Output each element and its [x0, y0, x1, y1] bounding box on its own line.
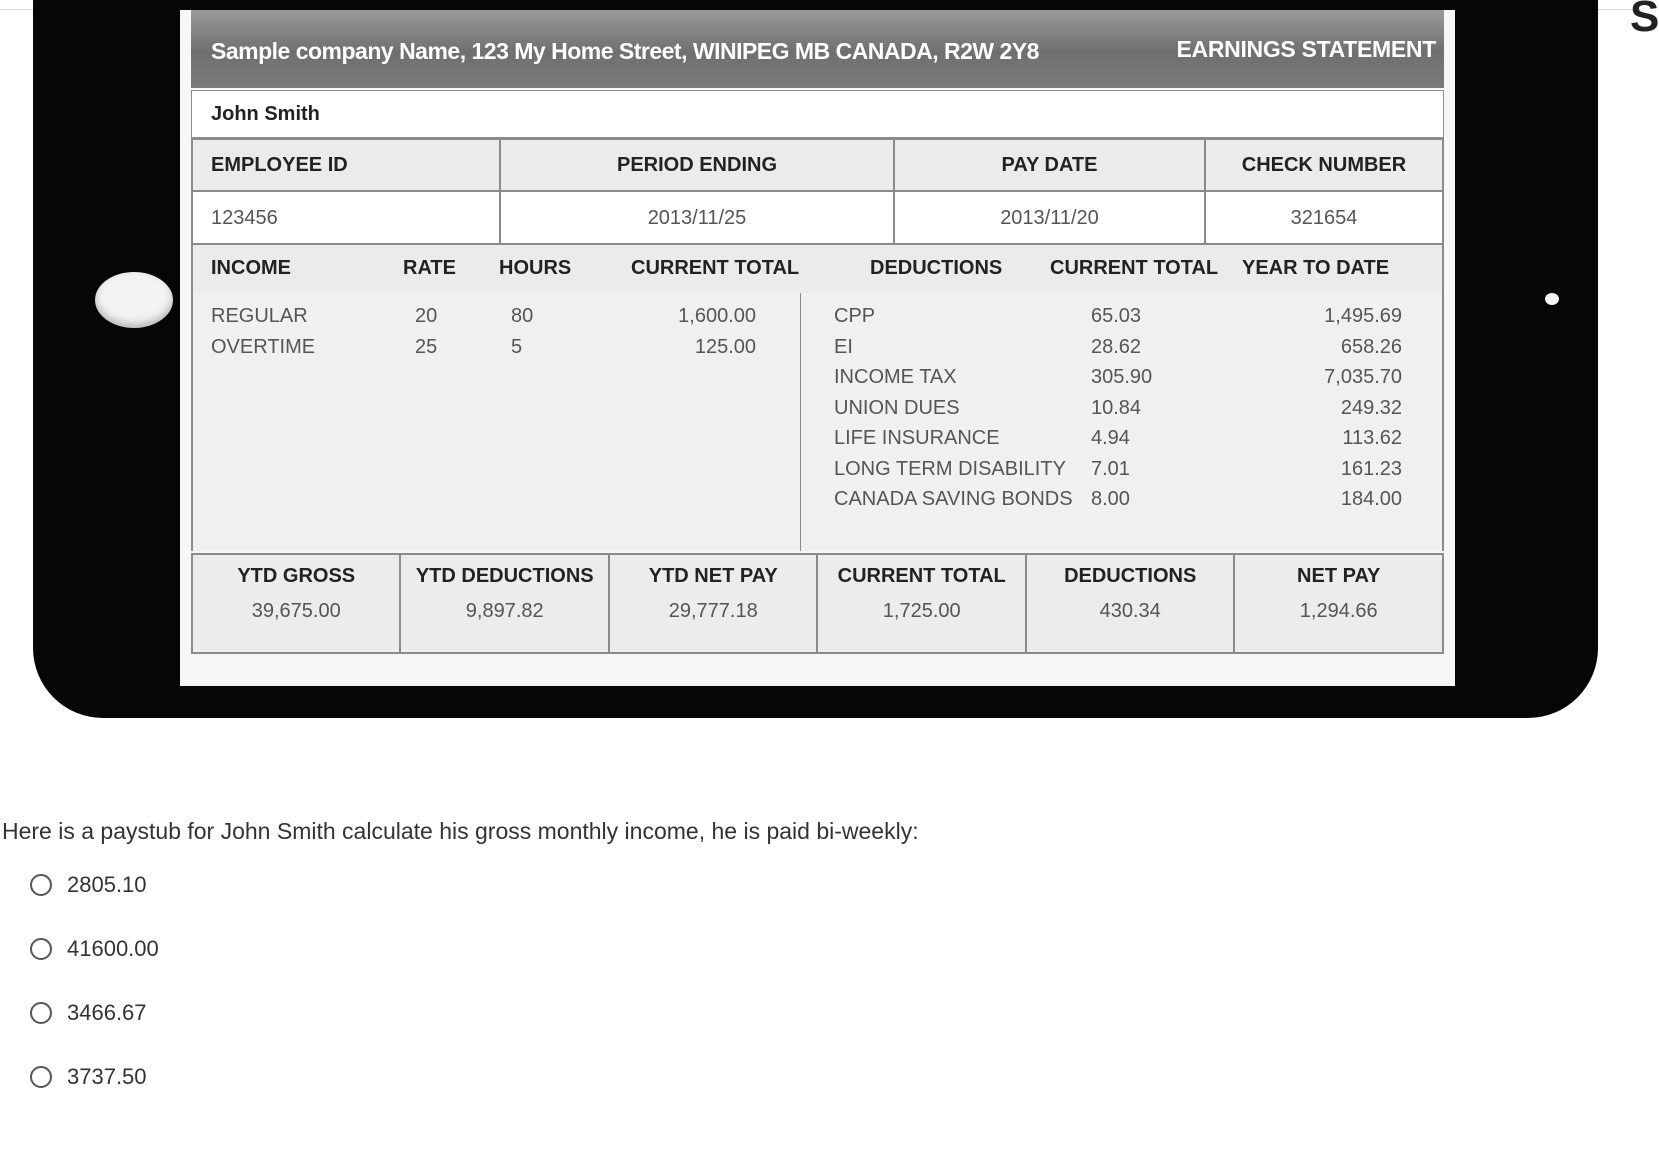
statement-title: EARNINGS STATEMENT [1176, 36, 1436, 62]
deduction-ytd: 7,035.70 [1324, 366, 1402, 388]
deduction-label: CANADA SAVING BONDS [834, 488, 1073, 510]
deduction-current-total: 7.01 [1091, 457, 1130, 480]
home-button [95, 272, 173, 328]
income-current-total: 125.00 [694, 335, 756, 358]
statement-header [191, 10, 1444, 88]
deduction-current-total: 10.84 [1091, 396, 1142, 419]
total-label: YTD GROSS [237, 565, 356, 587]
radio-button[interactable] [30, 1002, 52, 1024]
employee-id-value: 123456 [192, 191, 500, 245]
period-ending-header: PERIOD ENDING [500, 139, 894, 191]
camera-dot [1545, 293, 1559, 305]
total-cell [1026, 554, 1234, 653]
total-cell [400, 554, 608, 653]
totals-row [192, 554, 1443, 653]
total-value: 1,725.00 [882, 600, 961, 622]
total-cell [817, 554, 1025, 653]
period-ending-value: 2013/11/25 [500, 191, 894, 245]
deduction-ytd: 161.23 [1340, 457, 1402, 480]
answer-option[interactable] [30, 1063, 147, 1091]
deduction-ytd: 658.26 [1340, 335, 1402, 358]
employee-id-header: EMPLOYEE ID [192, 139, 500, 191]
total-value: 9,897.82 [465, 600, 544, 622]
total-label: NET PAY [1297, 565, 1381, 587]
deduction-ytd: 249.32 [1340, 396, 1402, 419]
total-value: 1,294.66 [1299, 600, 1378, 622]
total-cell [192, 554, 400, 653]
deduction-current-total: 8.00 [1091, 488, 1130, 510]
year-to-date-header: YEAR TO DATE [1242, 257, 1390, 279]
answer-option[interactable] [30, 999, 147, 1027]
answer-option[interactable] [30, 935, 159, 963]
earnings-body [191, 293, 1444, 551]
income-current-total-header: CURRENT TOTAL [631, 257, 800, 279]
deduction-label: LIFE INSURANCE [834, 427, 1000, 449]
deductions-header: DEDUCTIONS [870, 257, 1003, 279]
income-hours: 80 [511, 305, 534, 327]
column-divider [800, 293, 801, 551]
deduction-ytd: 1,495.69 [1324, 305, 1402, 327]
employee-name: John Smith [211, 103, 320, 125]
answer-option-label[interactable]: 41600.00 [67, 936, 159, 961]
radio-button[interactable] [30, 1066, 52, 1088]
deduction-label: EI [834, 335, 853, 358]
total-value: 430.34 [1099, 600, 1161, 622]
deduction-current-total: 305.90 [1091, 366, 1153, 388]
deductions-current-total-header: CURRENT TOTAL [1050, 257, 1219, 279]
total-value: 29,777.18 [668, 600, 758, 622]
employee-info-table [191, 138, 1444, 246]
company-line: Sample company Name, 123 My Home Street, WINIPEG MB CANADA, R2W 2Y8 [211, 38, 1039, 64]
clipped-heading-fragment: S [1630, 0, 1659, 41]
income-label: REGULAR [211, 305, 308, 327]
income-current-total: 1,600.00 [678, 305, 756, 327]
deduction-label: INCOME TAX [834, 366, 957, 388]
income-rate: 20 [415, 305, 438, 327]
answer-option[interactable] [30, 871, 147, 899]
total-label: YTD DEDUCTIONS [415, 565, 594, 587]
total-cell [609, 554, 817, 653]
deduction-current-total: 4.94 [1091, 427, 1130, 449]
income-hours: 5 [511, 335, 523, 358]
answer-option-label[interactable]: 3737.50 [67, 1064, 147, 1089]
paystub-image [180, 10, 1455, 686]
deduction-ytd: 113.62 [1342, 427, 1402, 449]
check-number-value: 321654 [1205, 191, 1443, 245]
total-label: YTD NET PAY [648, 565, 778, 587]
total-label: CURRENT TOTAL [837, 565, 1006, 587]
deduction-label: UNION DUES [834, 396, 960, 419]
total-label: DEDUCTIONS [1064, 565, 1197, 587]
income-rate: 25 [415, 335, 438, 358]
pay-date-header: PAY DATE [894, 139, 1205, 191]
totals-table [191, 553, 1444, 654]
answer-option-label[interactable]: 3466.67 [67, 1000, 147, 1025]
income-label: OVERTIME [211, 335, 316, 358]
earnings-column-headers [191, 243, 1444, 295]
rate-header: RATE [403, 257, 456, 279]
deduction-ytd: 184.00 [1340, 488, 1402, 510]
deduction-label: LONG TERM DISABILITY [834, 457, 1066, 480]
deduction-current-total: 28.62 [1091, 335, 1142, 358]
deduction-current-total: 65.03 [1091, 305, 1142, 327]
check-number-header: CHECK NUMBER [1205, 139, 1443, 191]
deduction-label: CPP [834, 305, 876, 327]
hours-header: HOURS [499, 257, 572, 279]
answer-option-label[interactable]: 2805.10 [67, 872, 147, 897]
radio-button[interactable] [30, 874, 52, 896]
question-text: Here is a paystub for John Smith calculate his gross monthly income, he is paid bi-weekly: [2, 818, 919, 844]
employee-name-row [191, 90, 1444, 138]
income-header: INCOME [211, 257, 291, 279]
pay-date-value: 2013/11/20 [894, 191, 1205, 245]
total-value: 39,675.00 [251, 600, 341, 622]
total-cell [1234, 554, 1443, 653]
radio-button[interactable] [30, 938, 52, 960]
